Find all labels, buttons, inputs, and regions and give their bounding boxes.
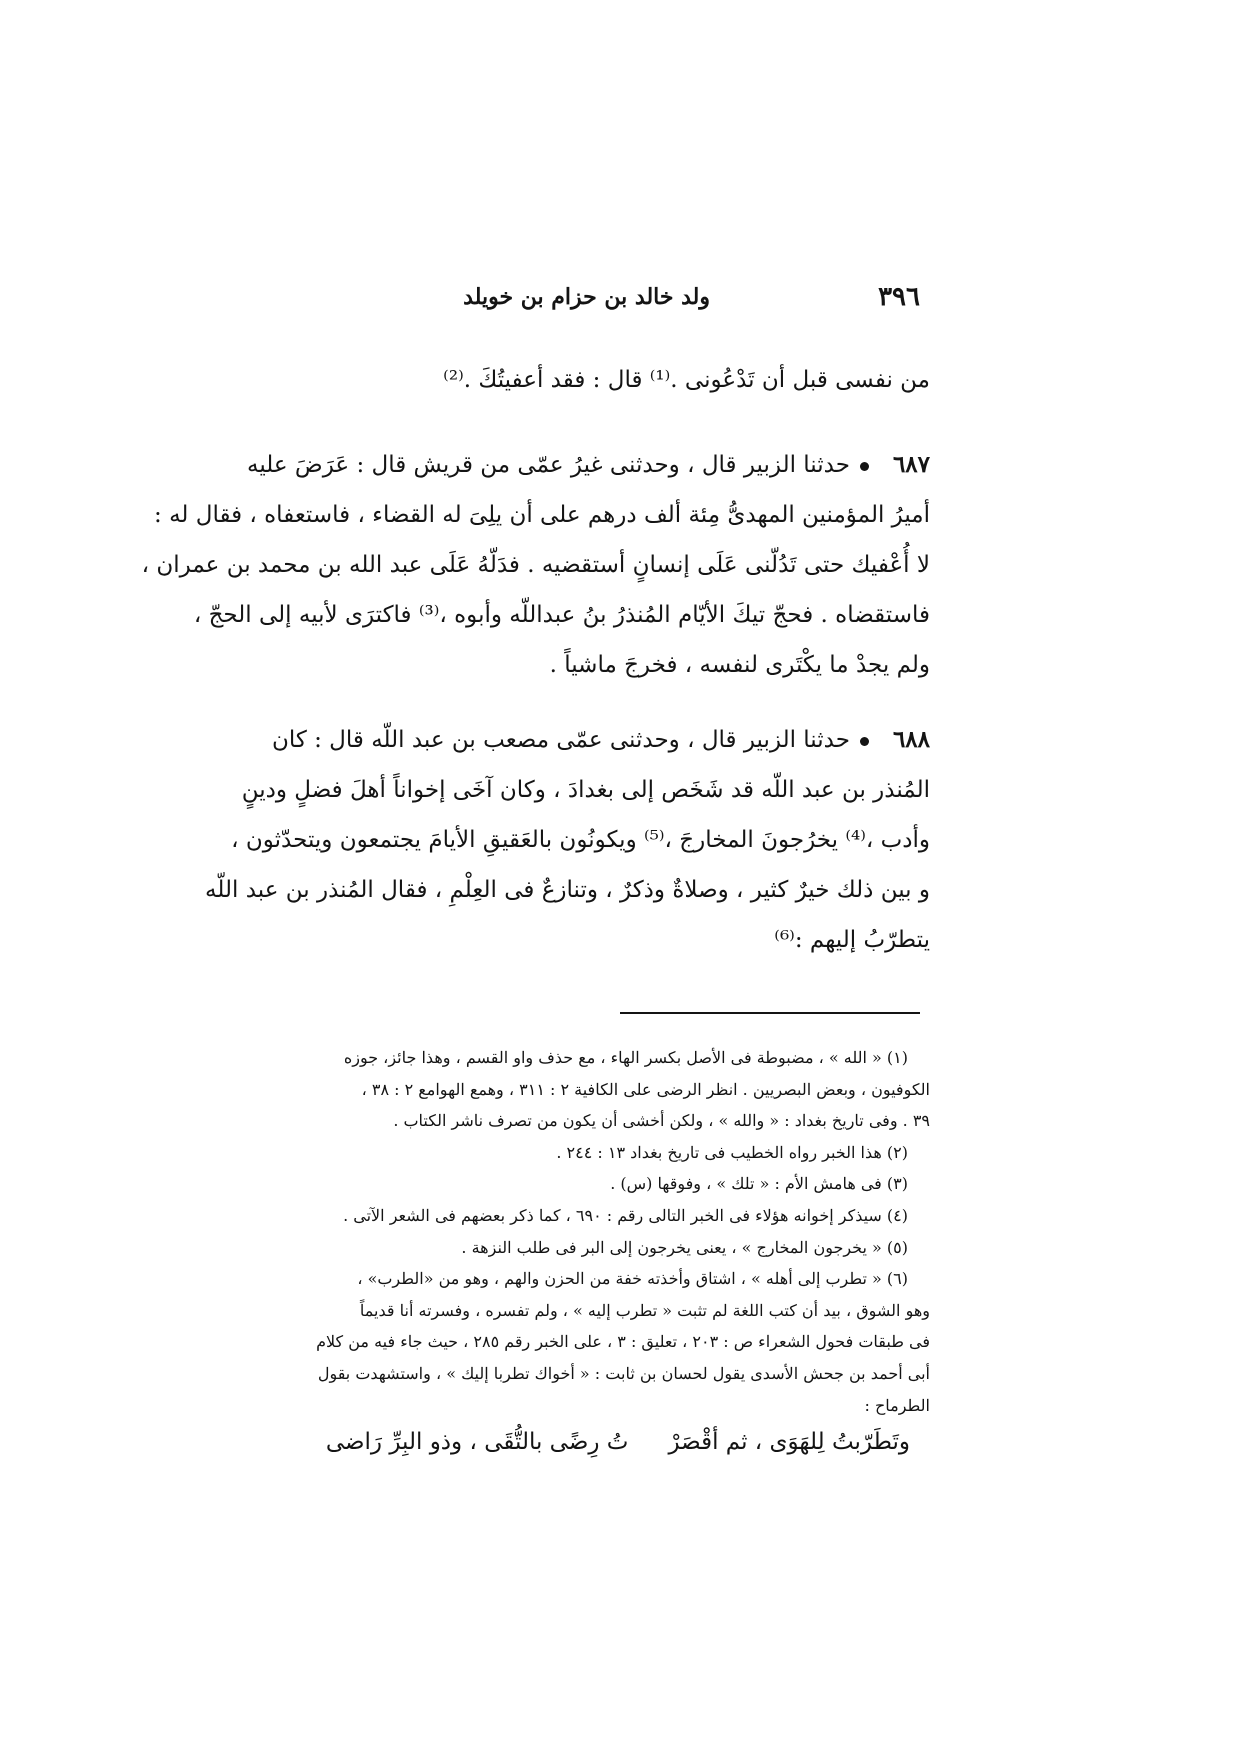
paragraph-number: ٦٨٨ [892,726,930,753]
footnote-line: وهو الشوق ، بيد أن كتب اللغة لم تثبت « تطرب إليه » ، ولم تفسره ، وفسرته أنا قديماً [359,1300,930,1320]
footnote-line: (٥) « يخرجون المخارج » ، يعنى يخرجون إلى البر فى طلب النزهة . [461,1237,908,1257]
bullet-icon [860,462,869,471]
text-line [271,715,930,765]
running-header [270,282,920,322]
text-line: لا أُعْفيك حتى تَدُلّنى عَلَى إنسانٍ أستقضيه . فدَلّهُ عَلَى عبد الله بن محمد بن عمران ، [141,552,930,578]
footnote-line: (٣) فى هامش الأم : « تلك » ، وفوقها (س) . [610,1174,908,1194]
text-line: من نفسى قبل أن تَدْعُونى .⁽¹⁾ قال : فقد أعفيتُكَ .⁽²⁾ [443,367,930,393]
running-title: ولد خالد بن حزام بن خويلد [463,284,710,310]
paragraph-687 [141,440,930,690]
footnote-line: الكوفيون ، وبعض البصريين . انظر الرضى على الكافية ٢ : ٣١١ ، وهمع الهوامع ٢ : ٣٨ ، [361,1079,930,1099]
paragraph-688 [205,715,930,965]
text-line: و بين ذلك خيرٌ كثير ، وصلاةٌ وذكرٌ ، وتنازعٌ فى العِلْمِ ، فقال المُنذر بن عبد اللّه [205,877,930,903]
footnotes [292,1042,930,1421]
continuation-text [298,355,930,405]
verse-second-hemistich: تُ رِضًى بالتُّقَى ، وذو البِرِّ رَاضى [325,1429,629,1455]
footnote-line: (٤) سيذكر إخوانه هؤلاء فى الخبر التالى رقم : ٦٩٠ ، كما ذكر بعضهم فى الشعر الآتى . [343,1205,908,1225]
text-line: أميرُ المؤمنين المهدىُّ مِئة ألف درهم على أن يلِىَ له القضاء ، فاستعفاه ، فقال له : [154,502,930,528]
line-text: حدثنا الزبير قال ، وحدثنى عمّى مصعب بن عبد اللّه قال : كان [271,727,850,753]
text-line: المُنذر بن عبد اللّه قد شَخَص إلى بغدادَ ، وكان آخَى إخواناً أهلَ فضلٍ ودينٍ [241,777,930,803]
footnote-line: (٦) « تطرب إلى أهله » ، اشتاق وأخذته خفة من الحزن والهم ، وهو من «الطرب» ، [357,1269,908,1289]
bullet-icon [860,737,869,746]
text-line: ولم يجدْ ما يكْتَرى لنفسه ، فخرجَ ماشياً . [549,652,930,678]
text-line: يتطرّبُ إليهم :⁽⁶⁾ [774,927,930,953]
page-number: ٣٩٦ [878,282,920,312]
footnote-line: (١) « الله » ، مضبوطة فى الأصل بكسر الهاء ، مع حذف واو القسم ، وهذا جائز، جوزه [343,1048,908,1067]
footnote-line: الطرماح : [864,1395,930,1415]
footnote-line: أبى أحمد بن جحش الأسدى يقول لحسان بن ثابت : « أخواك تطربا إليك » ، واستشهدت بقول [317,1363,930,1383]
text-line: فاستقضاه . فحجّ تيكَ الأيّام المُنذرُ بنُ عبداللّه وأبوه ،⁽³⁾ فاكترَى لأبيه إلى الحجّ ، [193,602,930,628]
footnote-line: (٢) هذا الخبر رواه الخطيب فى تاريخ بغداد ١٣ : ٢٤٤ . [556,1142,908,1162]
text-line [247,440,930,490]
footnote-line: فى طبقات فحول الشعراء ص : ٢٠٣ ، تعليق : ٣ ، على الخبر رقم ٢٨٥ ، حيث جاء فيه من كلام [316,1332,930,1352]
verse-first-hemistich: وتَطَرّبتُ لِلهَوَى ، ثم أقْصَرْ [668,1429,910,1455]
verse-line [310,1422,910,1462]
line-text: حدثنا الزبير قال ، وحدثنى غيرُ عمّى من قريش قال : عَرَضَ عليه [247,452,850,478]
footnote-line: ٣٩ . وفى تاريخ بغداد : « والله » ، ولكن أخشى أن يكون من تصرف ناشر الكتاب . [393,1111,930,1131]
footnote-separator [620,1012,920,1014]
text-line: وأدب ،⁽⁴⁾ يخرُجونَ المخارجَ ،⁽⁵⁾ ويكونُون بالعَقيقِ الأيامَ يجتمعون ويتحدّثون ، [231,827,930,853]
paragraph-number: ٦٨٧ [892,451,930,478]
